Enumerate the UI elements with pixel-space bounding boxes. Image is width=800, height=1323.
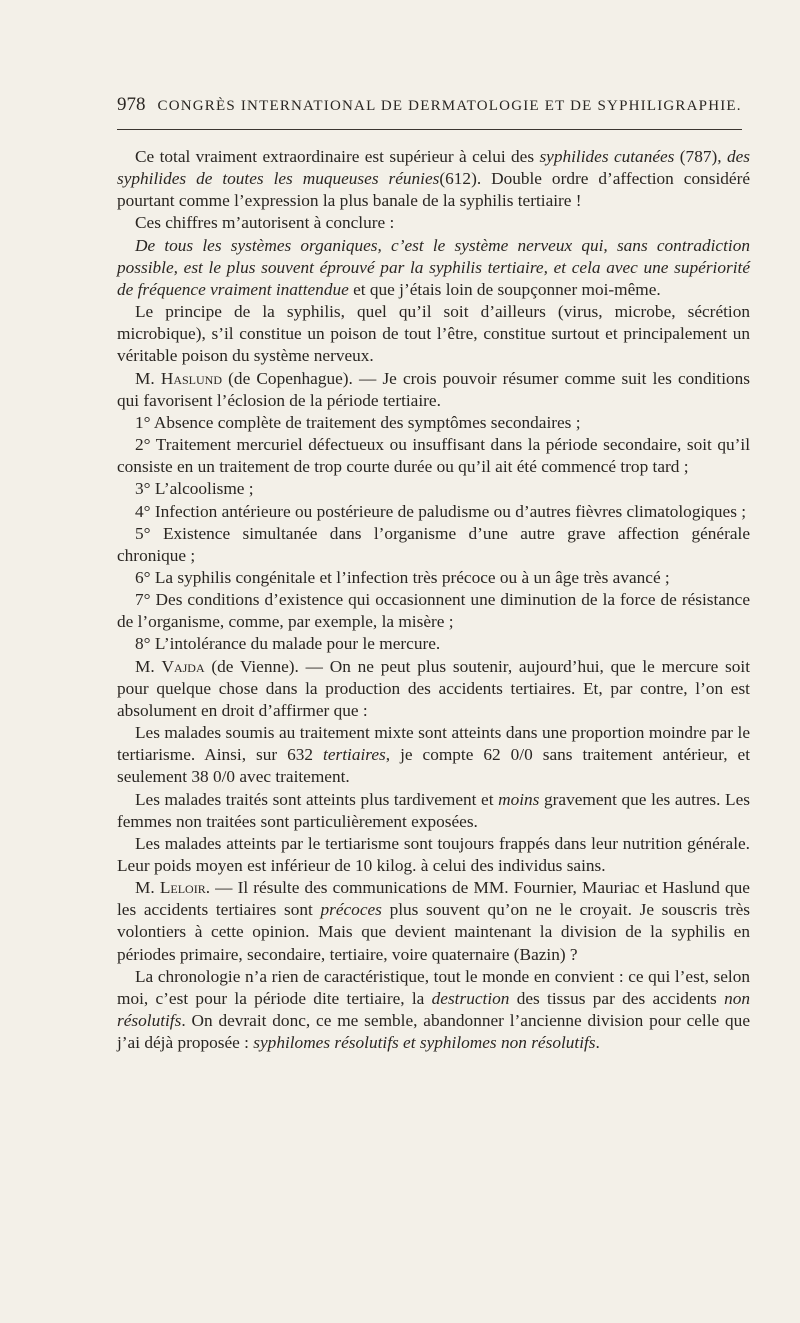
paragraph	[117, 434, 750, 478]
paragraph	[117, 633, 750, 655]
text-run: des tissus par des accidents	[509, 988, 725, 1008]
paragraph	[117, 235, 750, 301]
italic-run: tertiaires	[323, 745, 386, 765]
paragraph	[117, 368, 750, 412]
paragraph	[117, 589, 750, 633]
text-run: La chronologie n’a rien de caractéristique, tout le monde en convient : ce qui l’est, selon moi, c’est pour la période dite tertiaire, la	[117, 966, 750, 1008]
speaker-name: Vajda	[161, 656, 205, 676]
text-run: 3° L’alcoolisme ;	[135, 479, 254, 499]
page-number: 978	[117, 94, 146, 115]
paragraph	[117, 412, 750, 434]
paragraph	[117, 478, 750, 500]
header-rule	[117, 129, 742, 130]
text-run: Le principe de la syphilis, quel qu’il soit d’ailleurs (virus, microbe, sécrétion microbique), s’il constitue un poison de tout l’être, constitue surtout et principalement un véritable poison du système nerveux.	[117, 302, 750, 366]
paragraph	[117, 212, 750, 234]
paragraph	[117, 877, 750, 966]
italic-run: non résolutifs	[117, 988, 750, 1031]
italic-run: des syphilides de toutes les muqueuses réunies	[117, 147, 750, 189]
speaker-name: Haslund	[160, 368, 223, 388]
text-run: (612). Double ordre d’affection considéré pourtant comme l’expression la plus banale de la syphilis tertiaire !	[117, 169, 750, 211]
speaker-name: Leloir	[159, 878, 206, 898]
text-run: Les malades traités sont atteints plus tardivement et	[135, 789, 499, 809]
text-run: M.	[135, 878, 160, 898]
text-run: et que j’étais loin de soupçonner moi-même.	[348, 279, 661, 299]
text-run: Ces chiffres m’autorisent à conclure :	[135, 213, 395, 233]
text-run: . On devrait donc, ce me semble, abandonner l’ancienne division pour celle que j’ai déjà proposée :	[117, 1011, 750, 1053]
text-run: .	[595, 1033, 600, 1053]
text-run: 1° Absence complète de traitement des symptômes secondaires ;	[135, 412, 581, 432]
italic-run: précoces	[320, 900, 382, 920]
paragraph	[117, 833, 750, 877]
text-run: (787),	[674, 147, 727, 166]
text-run: 8° L’intolérance du malade pour le mercure.	[135, 634, 441, 654]
paragraph	[117, 789, 750, 833]
paragraph	[117, 501, 750, 523]
text-run: plus souvent qu’on ne le croyait. Je souscris très volontiers à cette opinion. Mais que devient maintenant la division de la syphilis en périodes primaire, secondaire, tertiaire, voire quaternaire (Bazin) ?	[117, 900, 750, 964]
italic-run: syphilomes résolutifs et syphilomes non résolutifs	[253, 1033, 596, 1053]
text-run: M.	[135, 656, 162, 676]
text-run: Les malades atteints par le tertiarisme sont toujours frappés dans leur nutrition générale. Leur poids moyen est inférieur de 10 kilog. à celui des individus sains.	[117, 833, 750, 875]
text-run: 7° Des conditions d’existence qui occasionnent une diminution de la force de résistance de l’organisme, comme, par exemple, la misère ;	[117, 590, 750, 632]
text-run: Les malades soumis au traitement mixte sont atteints dans une proportion moindre par le tertiarisme. Ainsi, sur 632	[117, 723, 750, 765]
paragraph	[117, 656, 750, 722]
text-run: Ce total vraiment extraordinaire est supérieur à celui des	[135, 147, 540, 166]
paragraph	[117, 567, 750, 589]
text-run: 4° Infection antérieure ou postérieure de paludisme ou d’autres fièvres climatologiques ;	[135, 501, 747, 521]
paragraph	[117, 301, 750, 367]
paragraph	[117, 722, 750, 788]
text-run: M.	[135, 368, 161, 388]
italic-run: De tous les systèmes organiques, c’est le système nerveux qui, sans contradiction possible, est le plus souvent éprouvé par la syphilis tertiaire, et cela avec une supériorité de fréquence vraiment inattendue	[117, 235, 750, 299]
italic-run: moins	[498, 789, 540, 809]
paragraph	[117, 966, 750, 1055]
text-run: (de Vienne). — On ne peut plus soutenir, aujourd’hui, que le mercure soit pour quelque chose dans la production des accidents tertiaires. Et, par contre, l’on est absolument en droit d’affirmer que :	[117, 656, 750, 720]
text-run: gravement que les autres. Les femmes non traitées sont particulièrement exposées.	[117, 789, 751, 831]
text-run: , je compte 62 0/0 sans traitement antérieur, et seulement 38 0/0 avec traitement.	[117, 745, 751, 787]
running-title: CONGRÈS INTERNATIONAL DE DERMATOLOGIE ET DE SYPHILIGRAPHIE.	[157, 98, 742, 114]
body-text	[117, 146, 750, 1054]
text-run: 6° La syphilis congénitale et l’infection très précoce ou à un âge très avancé ;	[135, 567, 670, 587]
italic-run: syphilides cutanées	[539, 147, 675, 166]
text-run: (de Copenhague). — Je crois pouvoir résumer comme suit les conditions qui favorisent l’éclosion de la période tertiaire.	[117, 368, 751, 410]
text-run: 2° Traitement mercuriel défectueux ou insuffisant dans la période secondaire, soit qu’il consiste en un traitement de trop courte durée ou qu’il ait été commencé trop tard ;	[117, 435, 750, 477]
running-header	[117, 94, 747, 116]
paragraph	[117, 146, 750, 212]
text-run: 5° Existence simultanée dans l’organisme d’une autre grave affection générale chronique ;	[117, 523, 750, 565]
text-run: . — Il résulte des communications de MM. Fournier, Mauriac et Haslund que les accidents tertiaires sont	[117, 878, 750, 920]
italic-run: destruction	[431, 988, 510, 1008]
paragraph	[117, 523, 750, 567]
